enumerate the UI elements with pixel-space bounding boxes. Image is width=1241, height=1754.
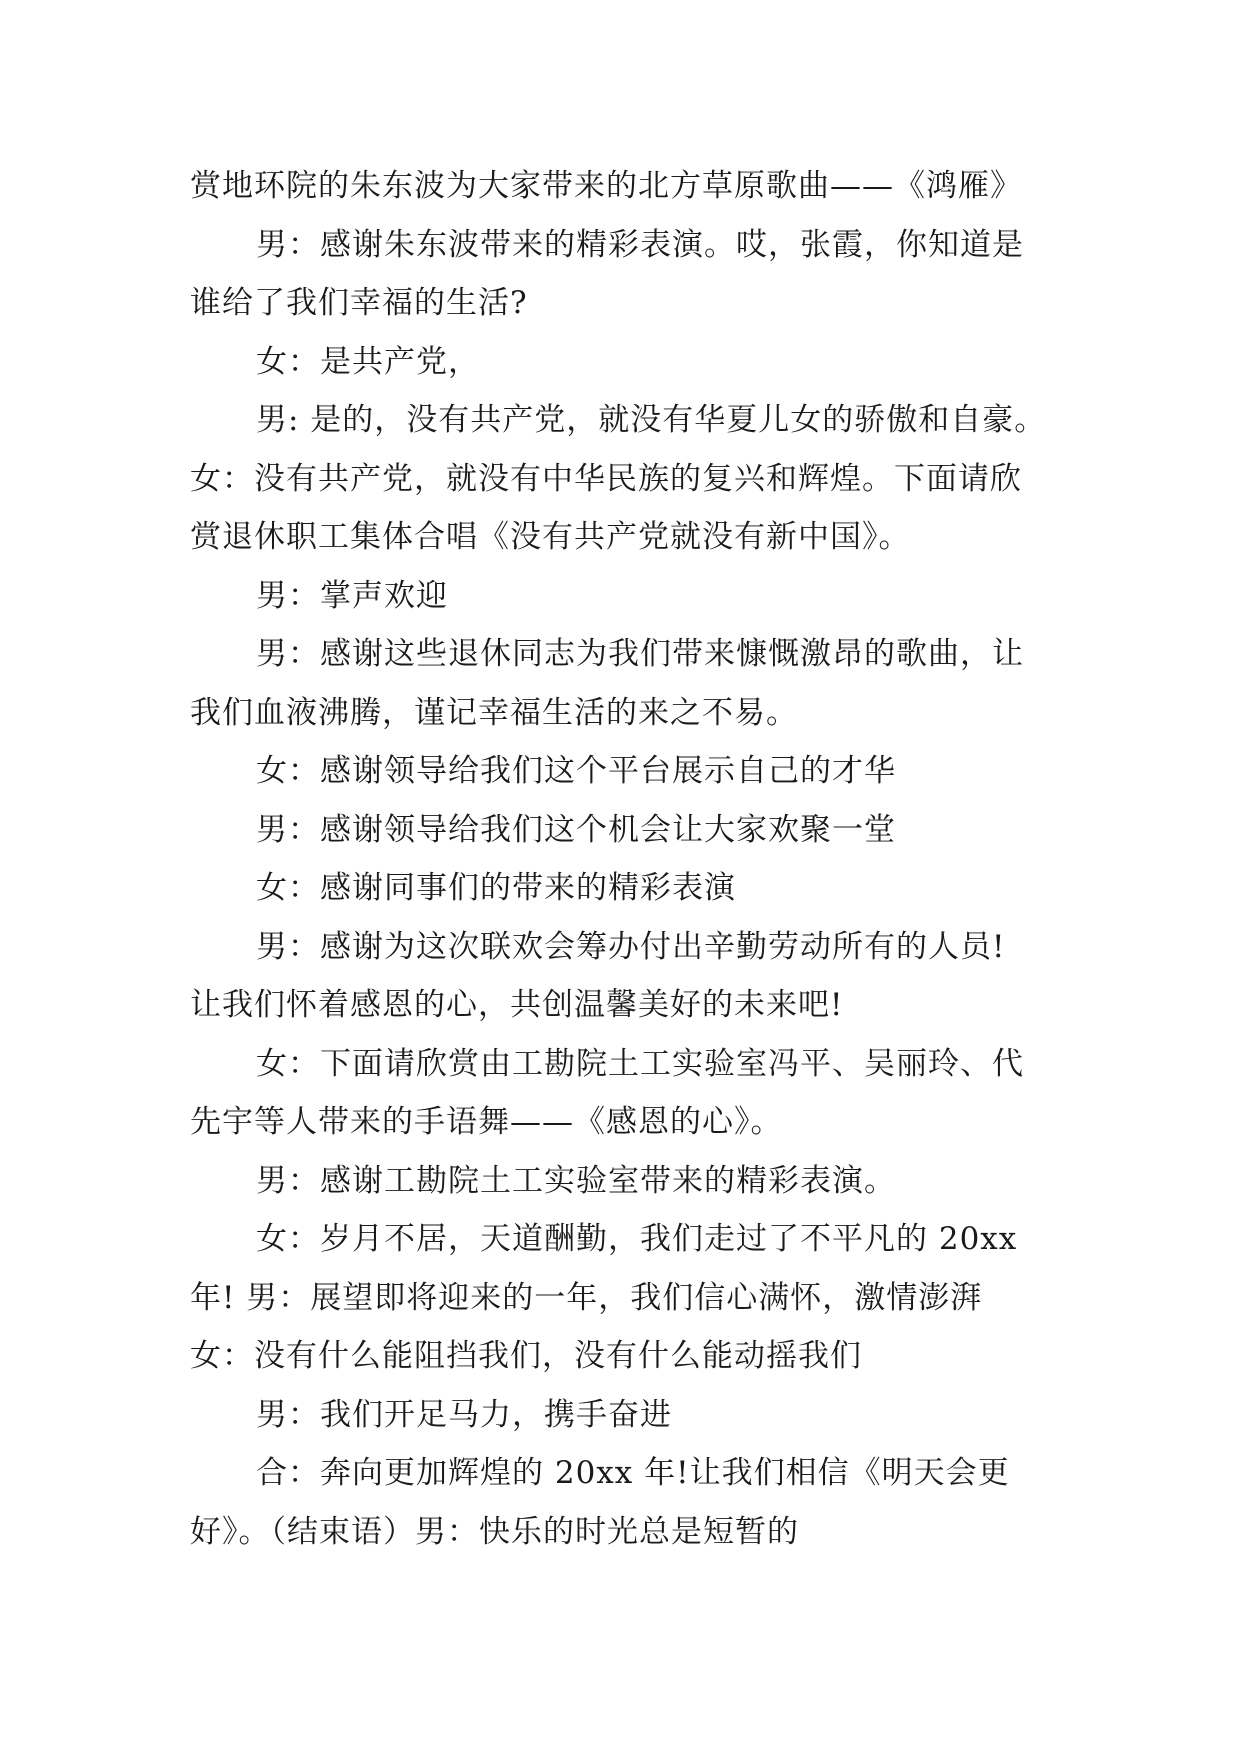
text-line: 女：没有共产党，就没有中华民族的复兴和辉煌。下面请欣 [190,460,1022,497]
text-line: 男：掌声欢迎 [256,577,448,614]
text-line: 合：奔向更加辉煌的 20xx 年!让我们相信《明天会更 [256,1455,1010,1491]
text-line: 男：感谢领导给我们这个机会让大家欢聚一堂 [256,811,896,848]
text-line: 让我们怀着感恩的心，共创温馨美好的未来吧! [190,987,844,1023]
text-line: 女：下面请欣赏由工勘院土工实验室冯平、吴丽玲、代 [256,1045,1024,1082]
text-line: 女：没有什么能阻挡我们，没有什么能动摇我们 [190,1338,862,1374]
text-line: 男：感谢工勘院土工实验室带来的精彩表演。 [256,1162,896,1199]
text-line: 赏退休职工集体合唱《没有共产党就没有新中国》。 [190,519,911,555]
text-line: 好》。（结束语）男：快乐的时光总是短暂的 [190,1513,799,1550]
text-line: 男：感谢这些退休同志为我们带来慷慨激昂的歌曲，让 [256,636,1024,672]
text-line: 年! 男：展望即将迎来的一年，我们信心满怀，激情澎湃 [190,1279,983,1316]
text-line: 男：感谢为这次联欢会筹办付出辛勤劳动所有的人员! [256,928,1006,965]
text-line: 男: 是的，没有共产党，就没有华夏儿女的骄傲和自豪。 [256,402,1047,438]
text-line: 我们血液沸腾，谨记幸福生活的来之不易。 [190,694,798,731]
text-line: 赏地环院的朱东波为大家带来的北方草原歌曲——《鸿雁》 [190,168,1022,204]
text-line: 女：感谢同事们的带来的精彩表演 [256,870,736,906]
text-line: 女：感谢领导给我们这个平台展示自己的才华 [256,753,896,789]
text-line: 男：我们开足马力，携手奋进 [256,1396,672,1433]
document-body [190,157,1070,1561]
text-line: 男：感谢朱东波带来的精彩表演。哎，张霞，你知道是 [256,226,1024,263]
text-line: 女：岁月不居，天道酬勤，我们走过了不平凡的 20xx [256,1221,1018,1257]
text-line: 女：是共产党， [256,343,480,380]
text-line: 谁给了我们幸福的生活? [190,285,528,321]
text-line: 先宇等人带来的手语舞——《感恩的心》。 [190,1104,783,1140]
